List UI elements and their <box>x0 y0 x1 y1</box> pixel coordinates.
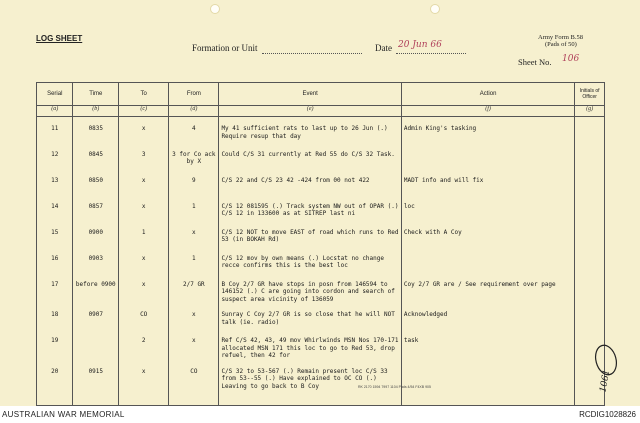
cell-event: C/S 22 and C/S 23 42 -424 from 00 not 422 <box>219 169 401 195</box>
archive-footer <box>0 406 640 423</box>
log-sheet-title: LOG SHEET <box>36 34 83 43</box>
archive-name: AUSTRALIAN WAR MEMORIAL <box>2 410 125 419</box>
log-table <box>36 82 605 406</box>
cell-time: 0857 <box>73 195 119 221</box>
cell-serial: 15 <box>37 221 73 247</box>
table-row <box>37 143 605 169</box>
table-row <box>37 329 605 360</box>
cell-event: Could C/S 31 currently at Red 55 do C/S 32 Task. <box>219 143 401 169</box>
cell-action <box>401 360 574 406</box>
cell-serial: 19 <box>37 329 73 360</box>
cell-to: x <box>119 247 169 273</box>
column-letter: (f) <box>401 106 574 117</box>
cell-from: CO <box>169 360 219 406</box>
cell-initials <box>575 169 605 195</box>
cell-to: x <box>119 360 169 406</box>
cell-event: Sunray C Coy 2/7 GR is so close that he will NOT talk (ie. radio) <box>219 303 401 329</box>
army-form: Army Form B.58 <box>538 34 583 41</box>
column-letter: (b) <box>73 106 119 117</box>
column-header: Serial <box>37 83 73 106</box>
cell-from: 1 <box>169 247 219 273</box>
column-letter: (c) <box>119 106 169 117</box>
cell-event: C/S 32 to 53-567 (.) Remain present loc C/S 33 from 53--55 (.) Have explained to OC CO (.) Leaving to go back to B Coy <box>219 360 401 406</box>
cell-time <box>73 329 119 360</box>
cell-from: x <box>169 221 219 247</box>
cell-to: x <box>119 169 169 195</box>
cell-action: MADT info and will fix <box>401 169 574 195</box>
cell-serial: 14 <box>37 195 73 221</box>
column-header: From <box>169 83 219 106</box>
cell-initials <box>575 143 605 169</box>
table-row <box>37 303 605 329</box>
column-header: Initials of Officer <box>575 83 605 106</box>
cell-action <box>401 247 574 273</box>
cell-serial: 11 <box>37 117 73 143</box>
table-row <box>37 360 605 406</box>
column-letter-row <box>37 106 605 117</box>
table-row <box>37 117 605 143</box>
cell-event: Ref C/S 42, 43, 49 mov Whirlwinds MSN Nos 170-171 allocated MSN 171 this loc to go to Red 53, drop refuel, then 42 for <box>219 329 401 360</box>
cell-time: before 0900 <box>73 273 119 304</box>
column-letter: (e) <box>219 106 401 117</box>
cell-action: Coy 2/7 GR are / See requirement over page <box>401 273 574 304</box>
cell-initials <box>575 221 605 247</box>
pads-note: (Pads of 50) <box>545 41 577 48</box>
formation-line <box>262 53 362 54</box>
cell-time: 0915 <box>73 360 119 406</box>
cell-time: 0903 <box>73 247 119 273</box>
cell-to: CO <box>119 303 169 329</box>
date-label: Date <box>375 43 392 53</box>
cell-initials <box>575 117 605 143</box>
cell-from: 9 <box>169 169 219 195</box>
cell-to: x <box>119 195 169 221</box>
column-letter: (a) <box>37 106 73 117</box>
cell-time: 0845 <box>73 143 119 169</box>
cell-to: 3 <box>119 143 169 169</box>
column-letter: (g) <box>575 106 605 117</box>
margin-note: 1061 <box>598 368 613 394</box>
cell-serial: 13 <box>37 169 73 195</box>
log-rows <box>37 117 605 406</box>
cell-event: My 41 sufficient rats to last up to 26 Jun (.) Require resup that day <box>219 117 401 143</box>
punch-hole <box>430 4 440 14</box>
cell-serial: 12 <box>37 143 73 169</box>
cell-action: Check with A Coy <box>401 221 574 247</box>
cell-from: 3 for Co ack by X <box>169 143 219 169</box>
cell-time: 0835 <box>73 117 119 143</box>
cell-serial: 18 <box>37 303 73 329</box>
cell-action: loc <box>401 195 574 221</box>
cell-time: 0907 <box>73 303 119 329</box>
table-row <box>37 247 605 273</box>
sheet-number: 106 <box>562 54 580 64</box>
table-row <box>37 273 605 304</box>
cell-serial: 20 <box>37 360 73 406</box>
column-header: Action <box>401 83 574 106</box>
column-header: Time <box>73 83 119 106</box>
column-header: To <box>119 83 169 106</box>
print-code: RK 2170 1594 7997 1104 Pads 4/54 F4XB 905 <box>358 385 431 389</box>
cell-from: 2/7 GR <box>169 273 219 304</box>
cell-initials <box>575 303 605 329</box>
cell-action: Admin King's tasking <box>401 117 574 143</box>
cell-from: x <box>169 329 219 360</box>
cell-initials <box>575 195 605 221</box>
cell-from: 1 <box>169 195 219 221</box>
cell-event: C/S 12 mov by own means (.) Locstat no change recce confirms this is the best loc <box>219 247 401 273</box>
punch-hole <box>210 4 220 14</box>
column-letter: (d) <box>169 106 219 117</box>
archive-id: RCDIG1028826 <box>579 410 636 419</box>
column-header: Event <box>219 83 401 106</box>
table-row <box>37 221 605 247</box>
sheet-label: Sheet No. <box>518 57 552 67</box>
table-row <box>37 169 605 195</box>
cell-from: 4 <box>169 117 219 143</box>
cell-to: x <box>119 117 169 143</box>
cell-to: 2 <box>119 329 169 360</box>
cell-initials <box>575 273 605 304</box>
cell-time: 0900 <box>73 221 119 247</box>
cell-serial: 16 <box>37 247 73 273</box>
date-value: 20 Jun 66 <box>398 40 442 50</box>
cell-event: B Coy 2/7 GR have stops in posn from 146594 to 146152 (.) C are going into cordon and search of suspect area vicinity of 136059 <box>219 273 401 304</box>
table-header-row <box>37 83 605 106</box>
cell-to: 1 <box>119 221 169 247</box>
cell-to: x <box>119 273 169 304</box>
date-line <box>396 53 466 54</box>
cell-action: task <box>401 329 574 360</box>
cell-from: x <box>169 303 219 329</box>
formation-label: Formation or Unit <box>192 43 258 53</box>
table-row <box>37 195 605 221</box>
cell-action: Acknowledged <box>401 303 574 329</box>
cell-serial: 17 <box>37 273 73 304</box>
cell-action <box>401 143 574 169</box>
margin-stamp <box>588 340 628 396</box>
cell-event: C/S 12 NOT to move EAST of road which runs to Red 53 (in BOKAH Rd) <box>219 221 401 247</box>
cell-time: 0850 <box>73 169 119 195</box>
cell-initials <box>575 247 605 273</box>
cell-event: C/S 12 081595 (.) Track system NW out of OPAR (.) C/S 12 in 133600 as at SITREP last ni <box>219 195 401 221</box>
